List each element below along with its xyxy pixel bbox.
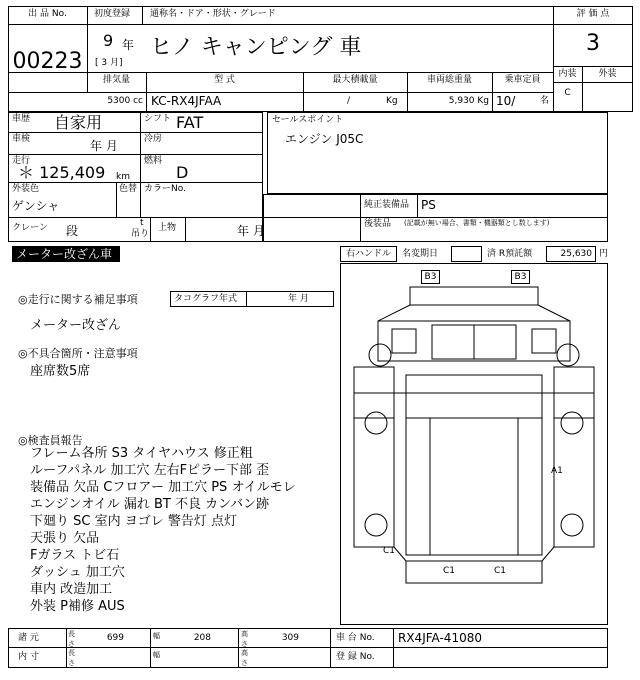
aftermarket-label: 後装品: [364, 219, 392, 229]
mileage-unit: km: [116, 172, 130, 182]
inspector-title: ◎検査員報告: [18, 434, 83, 447]
inspection-label: 車検: [12, 134, 31, 144]
name-change-box: [451, 246, 482, 262]
sales-point: エンジン J05C: [285, 132, 364, 146]
gross-weight-label: 車両総重量: [426, 75, 472, 85]
right-hand-label: 右ハンドル: [345, 249, 391, 259]
interior-label: 内装: [558, 69, 577, 79]
fuel-label: 燃料: [144, 156, 163, 166]
chassis-value: RX4JFA-41080: [398, 631, 482, 645]
displacement: 5300 cc: [107, 96, 143, 106]
color-change-label: 色替: [119, 184, 138, 194]
lot-no: 00223: [12, 49, 83, 74]
genuine-value: PS: [421, 198, 436, 212]
capacity-label: 乗車定員: [504, 75, 541, 85]
length-label: 長さ: [68, 630, 75, 648]
max-load: /: [347, 96, 351, 106]
inspector-line: ダッシュ 加工穴: [30, 565, 125, 580]
chassis-label: 車 台 No.: [336, 633, 375, 643]
inspector-line: 下廻り SC 室内 ヨゴレ 警告灯 点灯: [30, 514, 237, 529]
shift-value: FAT: [176, 113, 204, 132]
inner-label: 内 寸: [18, 652, 39, 662]
mark-c1-left: C1: [383, 546, 396, 556]
score: 3: [586, 31, 600, 56]
recycle-label: 済 R預託額: [487, 249, 533, 259]
top-label: 上物: [158, 223, 177, 233]
fuel-value: D: [176, 163, 189, 182]
model: KC-RX4JFAA: [151, 94, 222, 108]
inspector-line: ルーフパネル 加工穴 左右Fピラー下部 歪: [30, 463, 270, 478]
height-label: 高さ: [241, 630, 248, 648]
reg-label: 登 録 No.: [336, 652, 375, 662]
crane-label: クレーン: [12, 223, 48, 233]
inspector-line: フレーム各所 S3 タイヤハウス 修正粗: [30, 446, 253, 461]
vehicle-diagram: [340, 263, 608, 625]
history-value: 自家用: [54, 113, 103, 132]
driving-title: ◎走行に関する補足事項: [18, 293, 138, 306]
inspector-lines: [30, 446, 296, 616]
length-label-inner: 長さ: [68, 649, 75, 667]
max-load-unit: Kg: [386, 96, 398, 106]
max-load-label: 最大積載量: [332, 75, 378, 85]
mileage-label: 走行: [12, 156, 31, 166]
model-label: 型 式: [214, 75, 235, 85]
name-change-label: 名変期日: [402, 249, 439, 259]
lot-no-label: 出 品 No.: [28, 9, 67, 19]
recycle-unit: 円: [599, 249, 609, 259]
mark-c1-mid: C1: [443, 566, 456, 576]
defect-title: ◎不具合箇所・注意事項: [18, 347, 138, 360]
inspector-line: 車内 改造加工: [30, 582, 113, 597]
capacity-unit: 名: [540, 96, 550, 106]
aftermarket-note: (記載が無い場合、書類・機器類とし数します): [404, 219, 550, 227]
interior-grade: C: [564, 88, 571, 98]
recycle-value: 25,630: [560, 249, 592, 259]
width-label: 幅: [153, 632, 160, 640]
length-value: 699: [106, 633, 124, 643]
history-label: 車歴: [12, 114, 31, 124]
tacho-label: タコグラフ年式: [174, 294, 238, 304]
color-no-label: カラーNo.: [144, 184, 186, 194]
score-label: 評 価 点: [576, 9, 610, 19]
genuine-label: 純正装備品: [364, 200, 410, 210]
mark-c1-right: C1: [494, 566, 507, 576]
displacement-label: 排気量: [102, 75, 130, 85]
tacho-value: 年 月: [288, 294, 309, 304]
driving-note: メーター改ざん: [30, 318, 122, 333]
mark-a1: A1: [551, 466, 563, 476]
width-label-inner: 幅: [153, 651, 160, 659]
first-reg-year: 9: [103, 31, 114, 50]
width-value: 208: [193, 633, 211, 643]
mark-b3-left-label: B3: [424, 272, 437, 282]
ac-label: 冷房: [144, 134, 163, 144]
inspector-line: Fガラス トビ石: [30, 548, 120, 563]
capacity: 10/: [496, 94, 516, 108]
first-reg-label: 初度登録: [94, 9, 131, 19]
inspector-line: 装備品 欠品 Cフロアー 加工穴 PS オイルモレ: [30, 480, 296, 495]
meter-tamper-banner: メーター改ざん車: [12, 246, 120, 262]
ext-color-value: ゲンシャ: [12, 199, 60, 213]
crane-t: t: [140, 218, 144, 228]
dims-label: 諸 元: [18, 633, 39, 643]
car-name: ヒノ キャンピング 車: [150, 35, 362, 60]
height-label-inner: 高さ: [241, 649, 248, 667]
mark-b3-right-label: B3: [514, 272, 527, 282]
inspection-value: 年 月: [90, 139, 118, 153]
ext-color-label: 外装色: [12, 184, 40, 194]
crane-lift: 吊り: [131, 229, 150, 239]
inspector-line: 外装 P補修 AUS: [30, 599, 125, 614]
model-name-label: 通称名・ドア・形状・グレード: [150, 9, 276, 19]
crane-value: 段: [66, 224, 79, 238]
inspector-line: エンジンオイル 漏れ BT 不良 カンバン跡: [30, 497, 270, 512]
shift-label: シフト: [144, 114, 172, 124]
defect-note: 座席数5席: [30, 364, 91, 379]
inspector-line: 天張り 欠品: [30, 531, 100, 546]
year-unit: 年: [122, 38, 135, 52]
first-reg-month: [ 3 月]: [95, 58, 123, 68]
sales-point-label: セールスポイント: [272, 115, 344, 125]
mileage-value: ＊ 125,409: [18, 163, 106, 182]
exterior-label: 外装: [598, 69, 617, 79]
height-value: 309: [281, 633, 299, 643]
gross-weight: 5,930 Kg: [448, 96, 489, 106]
top-value: 年 月: [237, 224, 265, 238]
